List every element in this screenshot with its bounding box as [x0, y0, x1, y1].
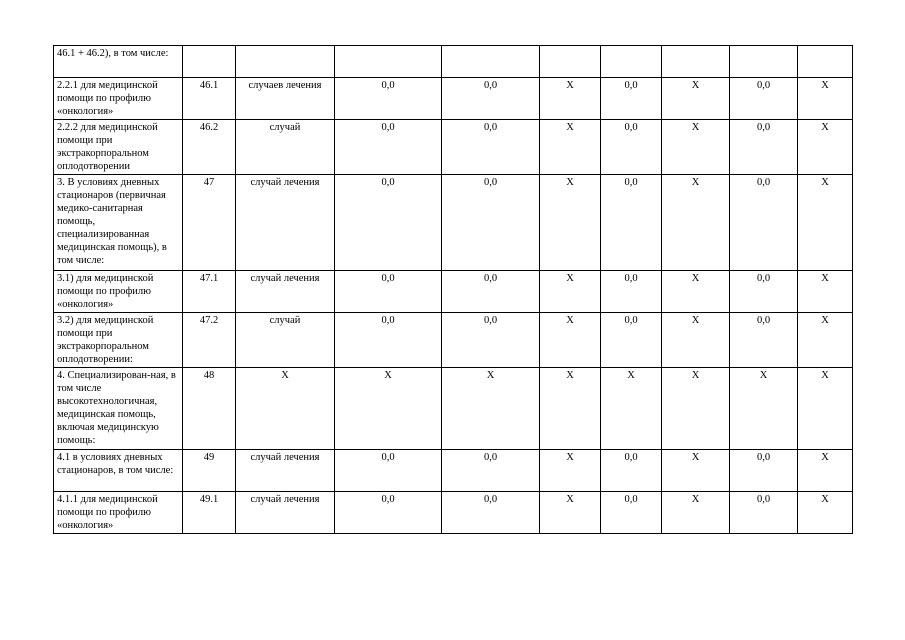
- row-code-cell: 48: [183, 368, 236, 450]
- value-cell-7: X: [798, 368, 853, 450]
- value-cell-2: [442, 46, 540, 78]
- row-name-cell: 2.2.1 для медицинской помощи по профилю «онкология»: [54, 78, 183, 120]
- value-cell-4: [601, 46, 662, 78]
- table-row: [54, 120, 853, 175]
- value-cell-6: 0,0: [730, 120, 798, 175]
- value-cell-1: 0,0: [335, 492, 442, 534]
- value-cell-1: 0,0: [335, 175, 442, 271]
- unit-cell: случаев лечения: [236, 78, 335, 120]
- unit-cell: случай лечения: [236, 271, 335, 313]
- table-row: [54, 313, 853, 368]
- value-cell-2: 0,0: [442, 175, 540, 271]
- value-cell-7: X: [798, 450, 853, 492]
- value-cell-3: X: [540, 492, 601, 534]
- value-cell-5: X: [662, 450, 730, 492]
- table-row: [54, 175, 853, 271]
- row-code-cell: 46.2: [183, 120, 236, 175]
- value-cell-1: 0,0: [335, 313, 442, 368]
- value-cell-4: 0,0: [601, 120, 662, 175]
- value-cell-3: X: [540, 175, 601, 271]
- table-body: [54, 46, 853, 534]
- value-cell-7: X: [798, 78, 853, 120]
- value-cell-4: 0,0: [601, 492, 662, 534]
- value-cell-7: X: [798, 492, 853, 534]
- value-cell-1: 0,0: [335, 271, 442, 313]
- unit-cell: случай лечения: [236, 492, 335, 534]
- value-cell-3: [540, 46, 601, 78]
- value-cell-6: 0,0: [730, 313, 798, 368]
- value-cell-4: X: [601, 368, 662, 450]
- value-cell-7: X: [798, 175, 853, 271]
- value-cell-4: 0,0: [601, 78, 662, 120]
- value-cell-5: X: [662, 271, 730, 313]
- value-cell-4: 0,0: [601, 450, 662, 492]
- value-cell-1: 0,0: [335, 120, 442, 175]
- value-cell-6: 0,0: [730, 175, 798, 271]
- row-code-cell: 47.2: [183, 313, 236, 368]
- value-cell-7: X: [798, 120, 853, 175]
- row-code-cell: 49: [183, 450, 236, 492]
- value-cell-6: 0,0: [730, 78, 798, 120]
- value-cell-5: X: [662, 78, 730, 120]
- table-row: [54, 492, 853, 534]
- value-cell-5: X: [662, 368, 730, 450]
- value-cell-1: 0,0: [335, 450, 442, 492]
- value-cell-4: 0,0: [601, 271, 662, 313]
- table-row: [54, 368, 853, 450]
- unit-cell: случай лечения: [236, 175, 335, 271]
- value-cell-3: X: [540, 78, 601, 120]
- row-code-cell: 46.1: [183, 78, 236, 120]
- row-name-cell: 46.1 + 46.2), в том числе:: [54, 46, 183, 78]
- value-cell-3: X: [540, 313, 601, 368]
- value-cell-6: X: [730, 368, 798, 450]
- value-cell-2: 0,0: [442, 313, 540, 368]
- table-row: [54, 450, 853, 492]
- unit-cell: случай: [236, 313, 335, 368]
- value-cell-5: X: [662, 492, 730, 534]
- value-cell-7: X: [798, 313, 853, 368]
- value-cell-3: X: [540, 368, 601, 450]
- value-cell-5: X: [662, 120, 730, 175]
- value-cell-1: X: [335, 368, 442, 450]
- value-cell-3: X: [540, 271, 601, 313]
- value-cell-1: [335, 46, 442, 78]
- unit-cell: случай лечения: [236, 450, 335, 492]
- value-cell-2: 0,0: [442, 271, 540, 313]
- row-code-cell: [183, 46, 236, 78]
- unit-cell: X: [236, 368, 335, 450]
- table-row: [54, 271, 853, 313]
- value-cell-6: 0,0: [730, 450, 798, 492]
- row-name-cell: 3.1) для медицинской помощи по профилю «онкология»: [54, 271, 183, 313]
- value-cell-4: 0,0: [601, 313, 662, 368]
- row-name-cell: 4.1 в условиях дневных стационаров, в том числе:: [54, 450, 183, 492]
- value-cell-7: [798, 46, 853, 78]
- value-cell-6: 0,0: [730, 271, 798, 313]
- row-name-cell: 3.2) для медицинской помощи при экстракорпоральном оплодотворении:: [54, 313, 183, 368]
- value-cell-5: [662, 46, 730, 78]
- value-cell-6: 0,0: [730, 492, 798, 534]
- value-cell-3: X: [540, 120, 601, 175]
- row-name-cell: 2.2.2 для медицинской помощи при экстракорпоральном оплодотворении: [54, 120, 183, 175]
- unit-cell: [236, 46, 335, 78]
- value-cell-3: X: [540, 450, 601, 492]
- value-cell-2: X: [442, 368, 540, 450]
- value-cell-6: [730, 46, 798, 78]
- table-row: [54, 78, 853, 120]
- data-table: [53, 45, 853, 534]
- value-cell-2: 0,0: [442, 78, 540, 120]
- value-cell-2: 0,0: [442, 492, 540, 534]
- value-cell-5: X: [662, 313, 730, 368]
- value-cell-2: 0,0: [442, 450, 540, 492]
- value-cell-2: 0,0: [442, 120, 540, 175]
- value-cell-5: X: [662, 175, 730, 271]
- row-code-cell: 49.1: [183, 492, 236, 534]
- table-row: [54, 46, 853, 78]
- row-code-cell: 47.1: [183, 271, 236, 313]
- value-cell-7: X: [798, 271, 853, 313]
- row-name-cell: 4. Специализирован-ная, в том числе высокотехнологичная, медицинская помощь, включая медицинскую помощь:: [54, 368, 183, 450]
- row-name-cell: 4.1.1 для медицинской помощи по профилю «онкология»: [54, 492, 183, 534]
- unit-cell: случай: [236, 120, 335, 175]
- value-cell-4: 0,0: [601, 175, 662, 271]
- value-cell-1: 0,0: [335, 78, 442, 120]
- row-name-cell: 3. В условиях дневных стационаров (первичная медико-санитарная помощь, специализированная медицинская помощь), в том числе:: [54, 175, 183, 271]
- row-code-cell: 47: [183, 175, 236, 271]
